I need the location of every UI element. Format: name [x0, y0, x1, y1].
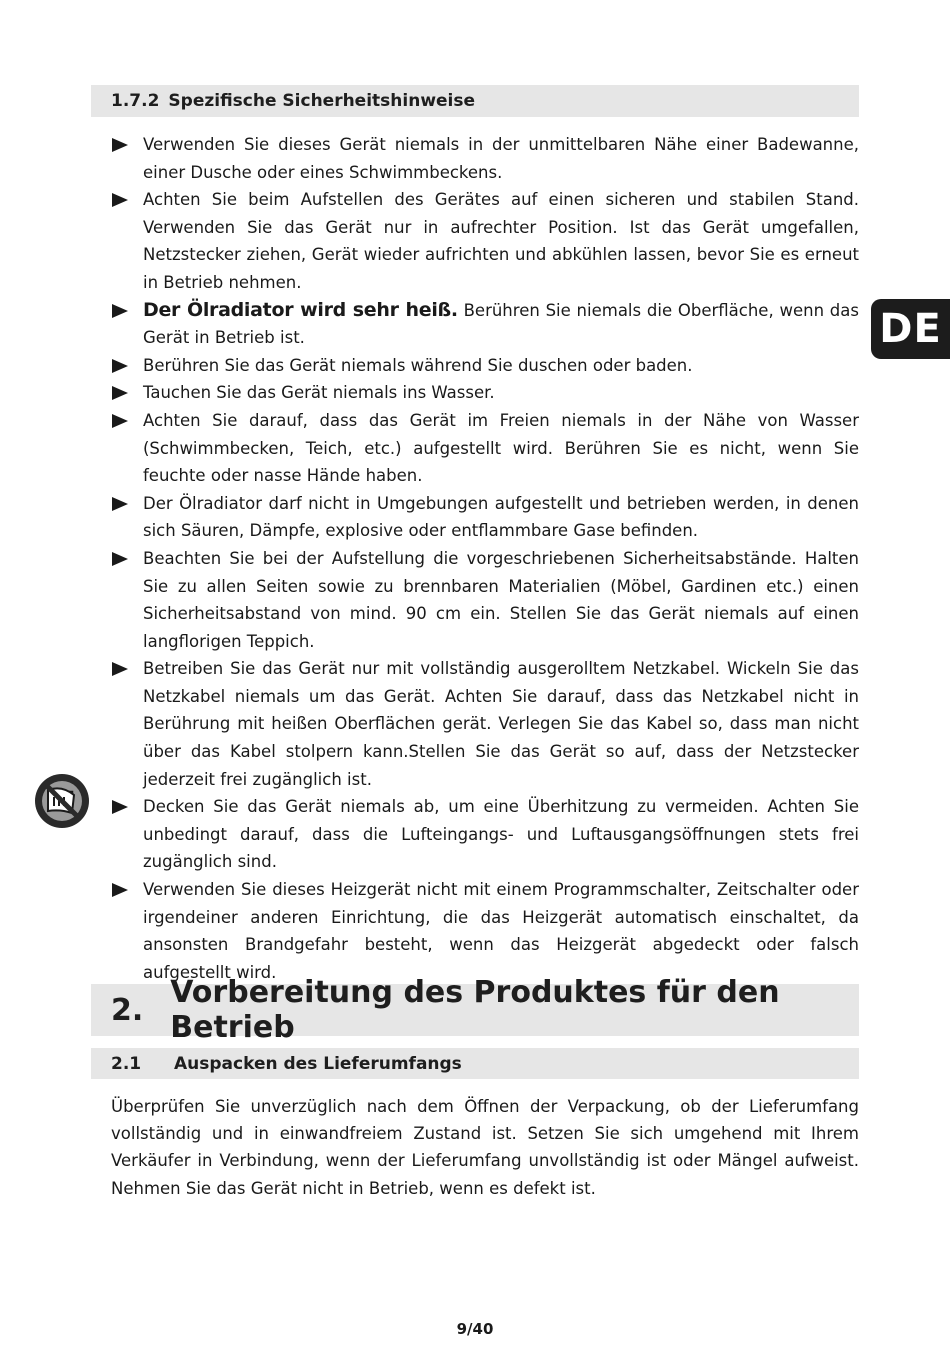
bullet-triangle-icon	[112, 800, 128, 814]
list-item: Verwenden Sie dieses Gerät niemals in der unmittelbaren Nähe einer Badewanne, einer Dusche oder eines Schwimmbeckens.	[111, 131, 859, 186]
bullet-triangle-icon	[112, 497, 128, 511]
chapter-number: 2.	[111, 992, 144, 1028]
bullet-triangle-icon	[112, 386, 128, 400]
list-item: Verwenden Sie dieses Heizgerät nicht mit einem Programmschalter, Zeitschalter oder irgendeiner anderen Einrichtung, die das Heizgerät automatisch einschaltet, da ansonsten Brandgefahr besteht, wenn das Heizgerät abgedeckt oder falsch aufgestellt wird.	[111, 876, 859, 986]
section-heading-2-1	[91, 1048, 859, 1079]
bullet-triangle-icon	[112, 552, 128, 566]
list-item: Beachten Sie bei der Aufstellung die vorgeschriebenen Sicherheitsabstände. Halten Sie zu allen Seiten sowie zu brennbaren Materialien (Möbel, Gardinen etc.) einen Sicherheitsabstand von mind. 90 cm ein. Stellen Sie das Gerät niemals auf einen langflorigen Teppich.	[111, 545, 859, 655]
page-number: 9/40	[456, 1320, 494, 1338]
list-item: Achten Sie darauf, dass das Gerät im Freien niemals in der Nähe von Wasser (Schwimmbecken, Teich, etc.) aufgestellt wird. Berühren Sie es nicht, wenn Sie feuchte oder nasse Hände haben.	[111, 407, 859, 490]
section-title: Auspacken des Lieferumfangs	[174, 1053, 462, 1074]
bullet-triangle-icon	[112, 359, 128, 373]
list-item: Betreiben Sie das Gerät nur mit vollständig ausgerolltem Netzkabel. Wickeln Sie das Netzkabel niemals um das Gerät. Achten Sie darauf, dass das Netzkabel nicht in Berührung mit heißen Oberflächen gerät. Verlegen Sie das Kabel so, dass man nicht über das Kabel stolpern kann.Stellen Sie das Gerät so auf, dass der Netzstecker jederzeit frei zugänglich ist.	[111, 655, 859, 793]
language-tab: DE	[871, 299, 950, 359]
list-item: Der Ölradiator wird sehr heiß. Berühren Sie niemals die Oberfläche, wenn das Gerät in Betrieb ist.	[111, 297, 859, 352]
do-not-cover-icon	[34, 773, 90, 829]
chapter-title: Vorbereitung des Produktes für den Betrieb	[170, 975, 780, 1045]
list-item: Der Ölradiator darf nicht in Umgebungen aufgestellt und betrieben werden, in denen sich Säuren, Dämpfe, explosive oder entflammbare Gase befinden.	[111, 490, 859, 545]
section-title: Spezifische Sicherheitshinweise	[168, 91, 476, 111]
list-item: Achten Sie beim Aufstellen des Gerätes auf einen sicheren und stabilen Stand. Verwenden Sie das Gerät nur in aufrechter Position. Ist das Gerät umgefallen, Netzstecker ziehen, Gerät wieder aufrichten und abkühlen lassen, bevor Sie es erneut in Betrieb nehmen.	[111, 186, 859, 296]
section-number: 1.7.2	[111, 91, 160, 111]
safety-instructions-list	[111, 131, 859, 986]
chapter-heading-2	[91, 975, 859, 1045]
section-number: 2.1	[111, 1053, 142, 1074]
list-item: Tauchen Sie das Gerät niemals ins Wasser.	[111, 379, 859, 407]
bullet-triangle-icon	[112, 138, 128, 152]
section-heading-1-7-2	[91, 85, 859, 117]
bold-warning: Der Ölradiator wird sehr heiß.	[143, 298, 458, 321]
bullet-triangle-icon	[112, 883, 128, 897]
bullet-triangle-icon	[112, 193, 128, 207]
bullet-triangle-icon	[112, 662, 128, 676]
unpacking-paragraph: Überprüfen Sie unverzüglich nach dem Öffnen der Verpackung, ob der Lieferumfang vollständig und in einwandfreiem Zustand ist. Setzen Sie sich umgehend mit Ihrem Verkäufer in Verbindung, wenn der Lieferumfang unvollständig ist oder Mängel aufweist. Nehmen Sie das Gerät nicht in Betrieb, wenn es defekt ist.	[111, 1097, 859, 1198]
list-item: Decken Sie das Gerät niemals ab, um eine Überhitzung zu vermeiden. Achten Sie unbedingt darauf, dass die Lufteingangs- und Luftausgangsöffnungen stets frei zugänglich sind.	[111, 793, 859, 876]
list-item: Berühren Sie das Gerät niemals während Sie duschen oder baden.	[111, 352, 859, 380]
bullet-triangle-icon	[112, 304, 128, 318]
bullet-triangle-icon	[112, 414, 128, 428]
